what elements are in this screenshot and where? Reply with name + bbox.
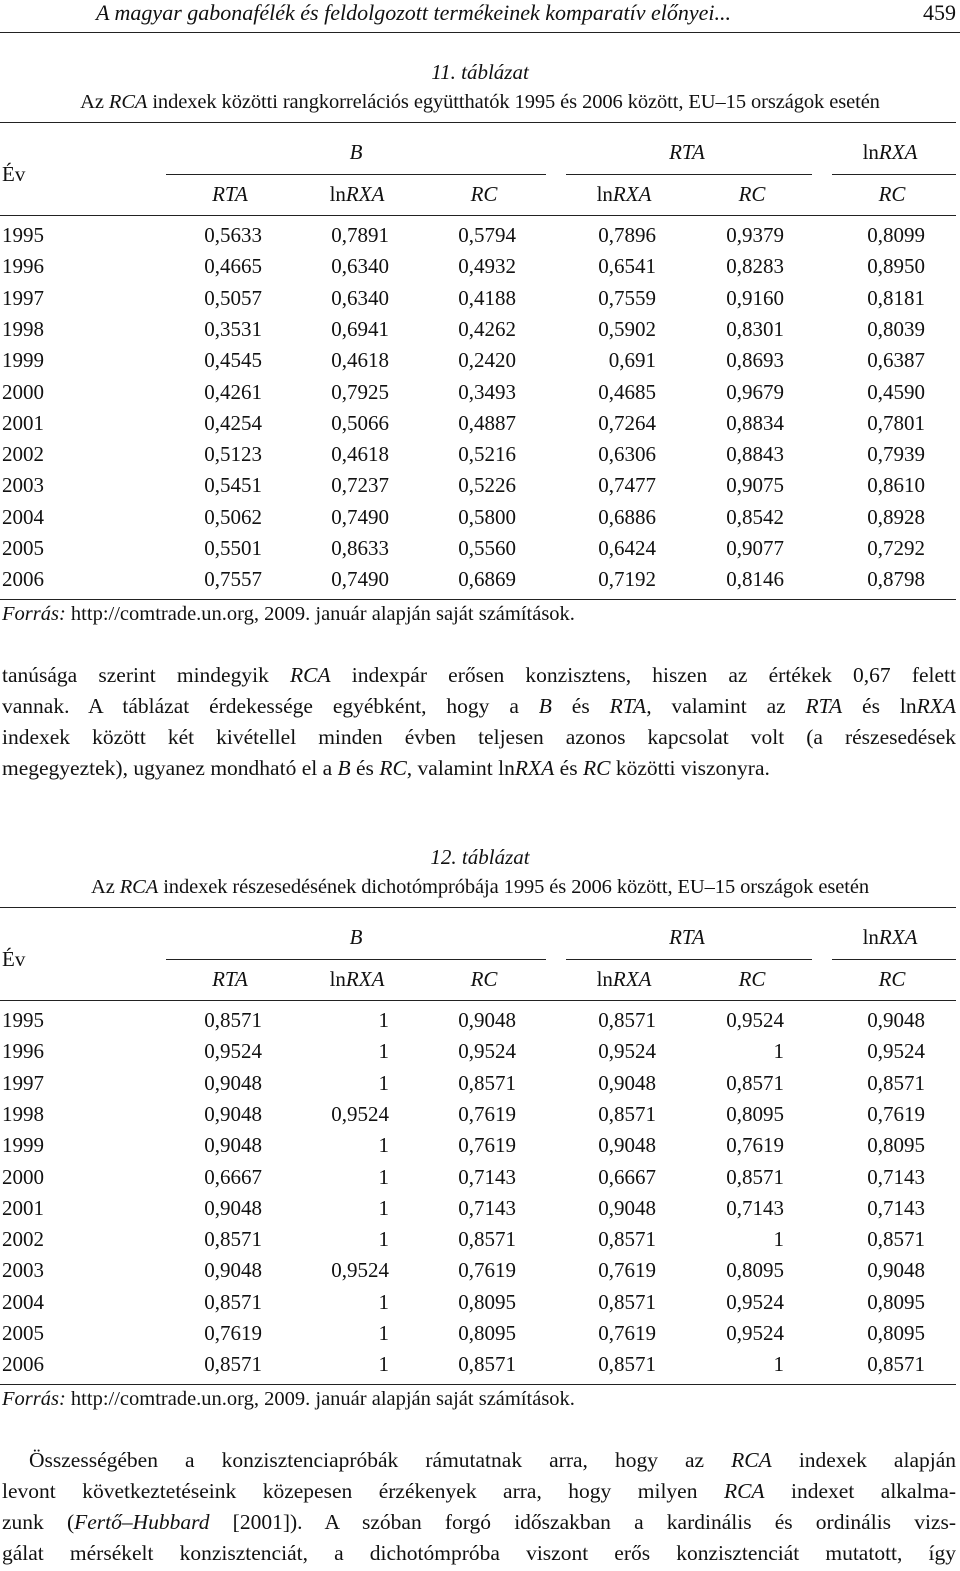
value-cell: 1 [378,1321,389,1345]
value-cell: 0,7292 [867,536,925,560]
value-cell: 0,7619 [598,1258,656,1283]
value-cell: 0,5902 [598,316,656,341]
value-cell: 0,9524 [331,1258,389,1283]
year-cell: 2004 [2,1289,44,1314]
year-cell: 2006 [2,1352,44,1377]
value-cell: 0,5226 [458,473,516,498]
group-header-rta: RTA [669,140,705,164]
table-row [0,1165,960,1196]
value-cell: 0,7619 [598,1321,656,1345]
value-cell: 0,8095 [867,1321,925,1345]
value-cell: 0,5062 [204,504,262,529]
table-bottom-rule [0,1384,956,1385]
value-cell: 0,5501 [204,536,262,560]
paragraph-line: vannak. A táblázat érdekessége egyébként, hogy a B és RTA, valamint az RTA és lnRXA [2,694,956,718]
table-row [0,1133,960,1164]
value-cell: 0,9524 [726,1289,784,1314]
value-cell: 0,4188 [458,285,516,310]
value-cell: 0,5800 [458,504,516,529]
table-row [0,442,960,473]
paragraph-line: zunk (Fertő–Hubbard [2001]). A szóban forgó időszakban a kardinális és ordinális vizs- [2,1510,956,1534]
value-cell: 0,6941 [331,316,389,341]
value-cell: 0,7891 [331,223,389,247]
table-row [0,411,960,442]
value-cell: 0,4618 [331,442,389,467]
table-row [0,317,960,348]
table-row [0,1039,960,1070]
value-cell: 0,8039 [867,316,925,341]
value-cell: 0,8571 [598,1101,656,1126]
subheader-rc: RC [878,182,906,206]
subheader-rc: RC [738,967,766,991]
value-cell: 0,6306 [598,442,656,467]
table-12-source: Forrás: http://comtrade.un.org, 2009. január alapján saját számítások. [2,1388,575,1410]
group-header-lnrxa: lnRXA [862,925,918,949]
value-cell: 0,8571 [458,1352,516,1377]
table-row [0,1352,960,1383]
value-cell: 1 [378,1070,389,1095]
value-cell: 0,9048 [204,1133,262,1158]
group-lnrxa-rule [832,959,956,960]
value-cell: 0,9075 [726,473,784,498]
value-cell: 0,7490 [331,567,389,592]
subheader-rta: RTA [212,182,248,206]
value-cell: 1 [378,1039,389,1064]
value-cell: 0,5560 [458,536,516,560]
value-cell: 0,5066 [331,410,389,435]
value-cell: 0,7925 [331,379,389,404]
value-cell: 0,8571 [204,1289,262,1314]
value-cell: 0,7143 [867,1164,925,1189]
value-cell: 0,8571 [598,1289,656,1314]
value-cell: 0,9679 [726,379,784,404]
year-cell: 2005 [2,536,44,560]
subheader-lnrxa: lnRXA [329,182,385,206]
value-cell: 1 [773,1352,784,1377]
value-cell: 0,7143 [726,1195,784,1220]
year-cell: 2002 [2,1227,44,1252]
subheader-lnrxa: lnRXA [596,967,652,991]
value-cell: 1 [773,1039,784,1064]
value-cell: 0,6667 [598,1164,656,1189]
paragraph-line: tanúsága szerint mindegyik RCA indexpár erősen konzisztens, hiszen az értékek 0,67 felett [2,663,957,687]
value-cell: 0,3531 [204,316,262,341]
paragraph-line: gálat mérsékelt konzisztenciát, a dichotómpróba viszont erős konzisztenciát mutatott, így [2,1541,956,1565]
value-cell: 0,5216 [458,442,516,467]
value-cell: 0,2420 [458,348,516,373]
header-bottom-rule [0,1000,956,1001]
value-cell: 0,9048 [598,1070,656,1095]
table-row [0,1071,960,1102]
value-cell: 0,9524 [458,1039,516,1064]
value-cell: 0,8571 [458,1070,516,1095]
year-cell: 2001 [2,1195,44,1220]
subheader-lnrxa: lnRXA [329,967,385,991]
value-cell: 0,7264 [598,410,656,435]
value-cell: 0,8095 [726,1101,784,1126]
value-cell: 0,8950 [867,254,925,279]
table-row [0,473,960,504]
year-cell: 1996 [2,254,44,279]
group-b-rule [166,959,546,960]
subheader-rc: RC [738,182,766,206]
paragraph-line: megegyeztek), ugyanez mondható el a B és RC, valamint lnRXA és RC közötti viszonyra. [2,756,770,780]
value-cell: 0,8571 [726,1070,784,1095]
value-cell: 0,4887 [458,410,516,435]
value-cell: 0,8571 [204,1227,262,1252]
value-cell: 0,8095 [458,1289,516,1314]
value-cell: 0,9048 [598,1133,656,1158]
table-12-title: Az RCA indexek részesedésének dichotómpróbája 1995 és 2006 között, EU–15 országok esetén [91,876,869,898]
value-cell: 0,7143 [458,1164,516,1189]
value-cell: 0,9524 [867,1039,925,1064]
table-top-rule [0,122,956,123]
value-cell: 0,8633 [331,536,389,560]
value-cell: 0,4685 [598,379,656,404]
value-cell: 0,4261 [204,379,262,404]
value-cell: 0,8181 [867,285,925,310]
value-cell: 0,9524 [726,1008,784,1032]
table-row [0,1102,960,1133]
table-11-number: 11. táblázat [431,60,529,84]
value-cell: 0,7619 [204,1321,262,1345]
value-cell: 0,4254 [204,410,262,435]
value-cell: 0,7619 [458,1133,516,1158]
value-cell: 0,9077 [726,536,784,560]
value-cell: 0,8571 [726,1164,784,1189]
value-cell: 0,5123 [204,442,262,467]
table-row [0,1290,960,1321]
value-cell: 0,7192 [598,567,656,592]
year-cell: 1999 [2,348,44,373]
year-cell: 2003 [2,1258,44,1283]
table-row [0,1321,960,1352]
year-cell: 1997 [2,285,44,310]
subheader-rc: RC [470,182,498,206]
value-cell: 0,9048 [598,1195,656,1220]
value-cell: 0,8146 [726,567,784,592]
page-number: 459 [923,0,956,25]
value-cell: 0,7619 [458,1258,516,1283]
year-cell: 1995 [2,223,44,247]
value-cell: 0,4545 [204,348,262,373]
table-row [0,254,960,285]
group-header-rta: RTA [669,925,705,949]
value-cell: 0,9524 [726,1321,784,1345]
paragraph-line: levont következtetéseink közepesen érzékenyek arra, hogy milyen RCA indexet alkalma- [2,1479,956,1503]
group-rta-rule [566,959,812,960]
value-cell: 0,7896 [598,223,656,247]
value-cell: 0,7143 [867,1195,925,1220]
value-cell: 0,8571 [598,1352,656,1377]
column-header-year: Év [2,162,26,186]
value-cell: 0,9379 [726,223,784,247]
value-cell: 0,9048 [867,1008,925,1032]
year-cell: 1999 [2,1133,44,1158]
paragraph-line: Összességében a konzisztenciapróbák rámutatnak arra, hogy az RCA indexek alapján [29,1448,957,1472]
value-cell: 0,7619 [458,1101,516,1126]
value-cell: 1 [378,1227,389,1252]
value-cell: 1 [773,1227,784,1252]
table-12-number: 12. táblázat [430,845,530,869]
year-cell: 1996 [2,1039,44,1064]
value-cell: 0,4932 [458,254,516,279]
value-cell: 1 [378,1008,389,1032]
value-cell: 0,9160 [726,285,784,310]
year-cell: 1997 [2,1070,44,1095]
year-cell: 2002 [2,442,44,467]
value-cell: 0,8095 [867,1133,925,1158]
value-cell: 1 [378,1289,389,1314]
value-cell: 0,9048 [458,1008,516,1032]
value-cell: 0,7619 [867,1101,925,1126]
value-cell: 0,4665 [204,254,262,279]
value-cell: 0,7237 [331,473,389,498]
year-cell: 2000 [2,379,44,404]
value-cell: 0,7477 [598,473,656,498]
table-row [0,1008,960,1039]
value-cell: 0,6667 [204,1164,262,1189]
value-cell: 0,9048 [204,1070,262,1095]
value-cell: 0,8693 [726,348,784,373]
value-cell: 0,6424 [598,536,656,560]
table-row [0,1196,960,1227]
value-cell: 0,7619 [726,1133,784,1158]
table-bottom-rule [0,599,956,600]
body-paragraph-2 [2,1445,956,1569]
value-cell: 0,6340 [331,254,389,279]
value-cell: 0,8542 [726,504,784,529]
table-row [0,1258,960,1289]
group-header-b: B [349,140,363,164]
value-cell: 0,9048 [204,1258,262,1283]
year-cell: 1998 [2,316,44,341]
year-cell: 2000 [2,1164,44,1189]
value-cell: 0,5794 [458,223,516,247]
year-cell: 2003 [2,473,44,498]
table-row [0,567,960,598]
value-cell: 0,4590 [867,379,925,404]
value-cell: 0,7557 [204,567,262,592]
value-cell: 0,8301 [726,316,784,341]
value-cell: 0,8571 [867,1070,925,1095]
value-cell: 0,6869 [458,567,516,592]
year-cell: 2004 [2,504,44,529]
value-cell: 0,9048 [204,1195,262,1220]
value-cell: 0,3493 [458,379,516,404]
table-11-source: Forrás: http://comtrade.un.org, 2009. január alapján saját számítások. [2,603,575,625]
group-rta-rule [566,174,812,175]
running-title: A magyar gabonafélék és feldolgozott termékeinek komparatív előnyei... [96,0,731,25]
value-cell: 0,8928 [867,504,925,529]
value-cell: 0,8834 [726,410,784,435]
subheader-rc: RC [878,967,906,991]
value-cell: 0,8571 [867,1352,925,1377]
table-row [0,348,960,379]
table-11-title: Az RCA indexek közötti rangkorrelációs együtthatók 1995 és 2006 között, EU–15 országok esetén [80,91,880,113]
table-row [0,380,960,411]
value-cell: 0,9048 [867,1258,925,1283]
value-cell: 0,8571 [598,1227,656,1252]
table-row [0,505,960,536]
value-cell: 0,9524 [204,1039,262,1064]
value-cell: 0,9524 [598,1039,656,1064]
year-cell: 1998 [2,1101,44,1126]
subheader-rta: RTA [212,967,248,991]
table-row [0,286,960,317]
table-row [0,536,960,567]
value-cell: 0,7939 [867,442,925,467]
value-cell: 0,7559 [598,285,656,310]
value-cell: 0,7490 [331,504,389,529]
column-header-year: Év [2,947,26,971]
value-cell: 0,8571 [867,1227,925,1252]
value-cell: 0,4262 [458,316,516,341]
paragraph-line: indexek között két kivétellel minden évben teljesen azonos kapcsolat volt (a részesedések [2,725,956,749]
value-cell: 0,8798 [867,567,925,592]
group-header-b: B [349,925,363,949]
header-bottom-rule [0,215,956,216]
table-row [0,223,960,254]
value-cell: 0,6387 [867,348,925,373]
value-cell: 0,6886 [598,504,656,529]
value-cell: 0,9524 [331,1101,389,1126]
value-cell: 1 [378,1195,389,1220]
year-cell: 1995 [2,1008,44,1032]
subheader-rc: RC [470,967,498,991]
value-cell: 0,8283 [726,254,784,279]
value-cell: 0,8095 [867,1289,925,1314]
body-paragraph-1 [2,660,956,784]
value-cell: 0,8099 [867,223,925,247]
value-cell: 0,5451 [204,473,262,498]
group-lnrxa-rule [832,174,956,175]
value-cell: 0,9048 [204,1101,262,1126]
value-cell: 0,8843 [726,442,784,467]
value-cell: 0,6541 [598,254,656,279]
group-b-rule [166,174,546,175]
group-header-lnrxa: lnRXA [862,140,918,164]
value-cell: 0,691 [608,348,656,373]
value-cell: 0,7801 [867,410,925,435]
value-cell: 0,5057 [204,285,262,310]
value-cell: 0,8095 [726,1258,784,1283]
value-cell: 0,8571 [204,1008,262,1032]
value-cell: 1 [378,1133,389,1158]
value-cell: 1 [378,1164,389,1189]
year-cell: 2005 [2,1321,44,1345]
value-cell: 0,6340 [331,285,389,310]
value-cell: 1 [378,1352,389,1377]
value-cell: 0,8610 [867,473,925,498]
value-cell: 0,8571 [204,1352,262,1377]
value-cell: 0,8095 [458,1321,516,1345]
year-cell: 2006 [2,567,44,592]
subheader-lnrxa: lnRXA [596,182,652,206]
value-cell: 0,8571 [598,1008,656,1032]
year-cell: 2001 [2,410,44,435]
value-cell: 0,7143 [458,1195,516,1220]
running-header [0,0,960,33]
table-row [0,1227,960,1258]
value-cell: 0,8571 [458,1227,516,1252]
value-cell: 0,5633 [204,223,262,247]
table-top-rule [0,907,956,908]
value-cell: 0,4618 [331,348,389,373]
